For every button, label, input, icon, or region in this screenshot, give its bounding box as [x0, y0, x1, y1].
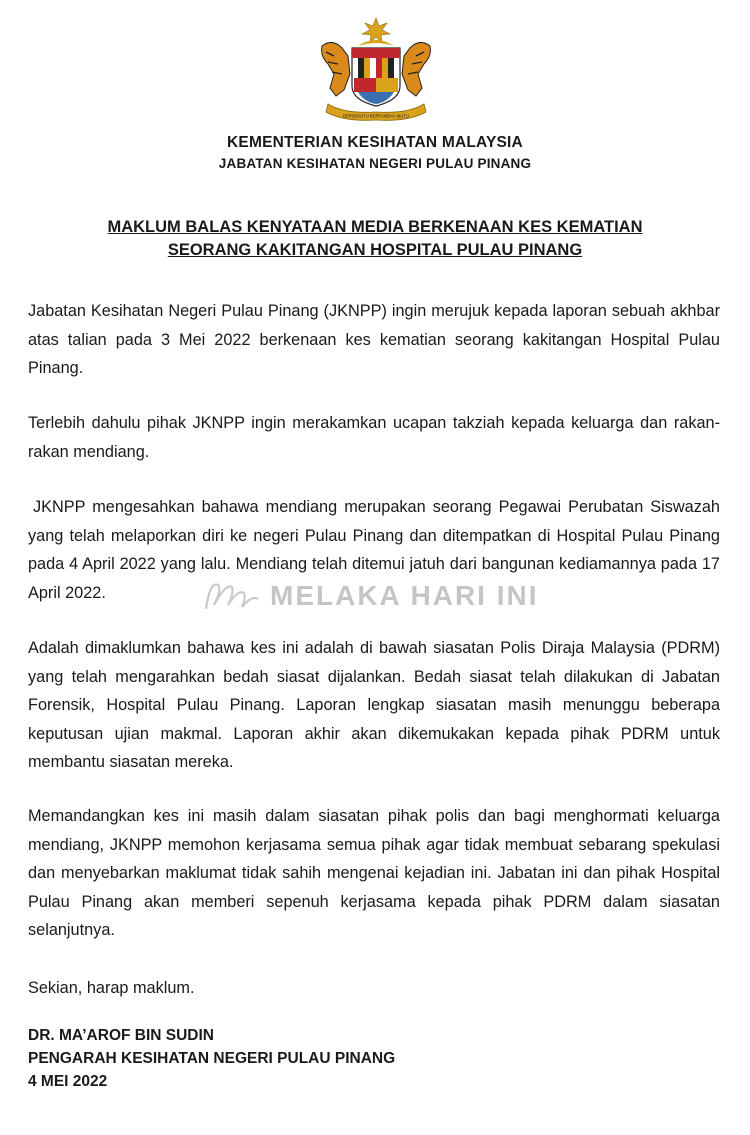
motto-text: BERSEKUTU BERTAMBAH MUTU [343, 113, 409, 119]
paragraph-3: JKNPP mengesahkan bahawa mendiang merupakan seorang Pegawai Perubatan Siswazah yang telah melaporkan diri ke negeri Pulau Pinang dan ditempatkan di Hospital Pulau Pinang pada 4 April 2022 yang lalu. Mendiang telah ditemui jatuh dari bangunan kediamannya pada 17 April 2022. [28, 498, 720, 602]
left-tiger [322, 42, 350, 96]
paragraph-4: Adalah dimaklumkan bahawa kes ini adalah di bawah siasatan Polis Diraja Malaysia (PDRM) yang telah mengarahkan bedah siasat dijalankan. Bedah siasat telah dilakukan di Jabatan Forensik, Hospital Pulau Pinang. Laporan lengkap siasatan masih menunggu beberapa keputusan ujian makmal. Laporan akhir akan dikemukakan kepada pihak PDRM untuk membantu siasatan mereka. [28, 639, 720, 772]
watermark-text: MELAKA HARI INI [270, 580, 539, 611]
signatory-name: DR. MA’AROF BIN SUDIN [28, 1027, 214, 1044]
paragraph-2: Terlebih dahulu pihak JKNPP ingin merakamkan ucapan takziah kepada keluarga dan rakan-rakan mendiang. [28, 414, 720, 461]
paragraph-5: Memandangkan kes ini masih dalam siasatan pihak polis dan bagi menghormati keluarga mendiang, JKNPP memohon kerjasama semua pihak agar tidak membuat sebarang spekulasi dan menyebarkan maklumat tidak sahih mengenai kejadian ini. Jabatan ini dan pihak Hospital Pulau Pinang akan memberi sepenuh kerjasama kepada pihak PDRM dalam siasatan selanjutnya. [28, 807, 720, 940]
coat-of-arms-crest [314, 16, 438, 122]
headline-line-1: MAKLUM BALAS KENYATAAN MEDIA BERKENAAN KES KEMATIAN [107, 218, 643, 236]
ministry-title: KEMENTERIAN KESIHATAN MALAYSIA [227, 134, 523, 151]
closing-line: Sekian, harap maklum. [28, 979, 195, 997]
headline-line-2: SEORANG KAKITANGAN HOSPITAL PULAU PINANG [167, 241, 583, 259]
crest-star [362, 18, 390, 43]
statement-date: 4 MEI 2022 [28, 1073, 108, 1090]
paragraph-1: Jabatan Kesihatan Negeri Pulau Pinang (JKNPP) ingin merujuk kepada laporan sebuah akhbar atas talian pada 3 Mei 2022 berkenaan kes kematian seorang kakitangan Hospital Pulau Pinang. [28, 302, 720, 378]
department-title: JABATAN KESIHATAN NEGERI PULAU PINANG [218, 156, 532, 171]
watermark-script-mark [200, 575, 270, 617]
crest-shield [352, 48, 400, 106]
right-tiger [402, 42, 430, 96]
statement-headline [40, 216, 710, 262]
signatory-title: PENGARAH KESIHATAN NEGERI PULAU PINANG [28, 1050, 396, 1067]
